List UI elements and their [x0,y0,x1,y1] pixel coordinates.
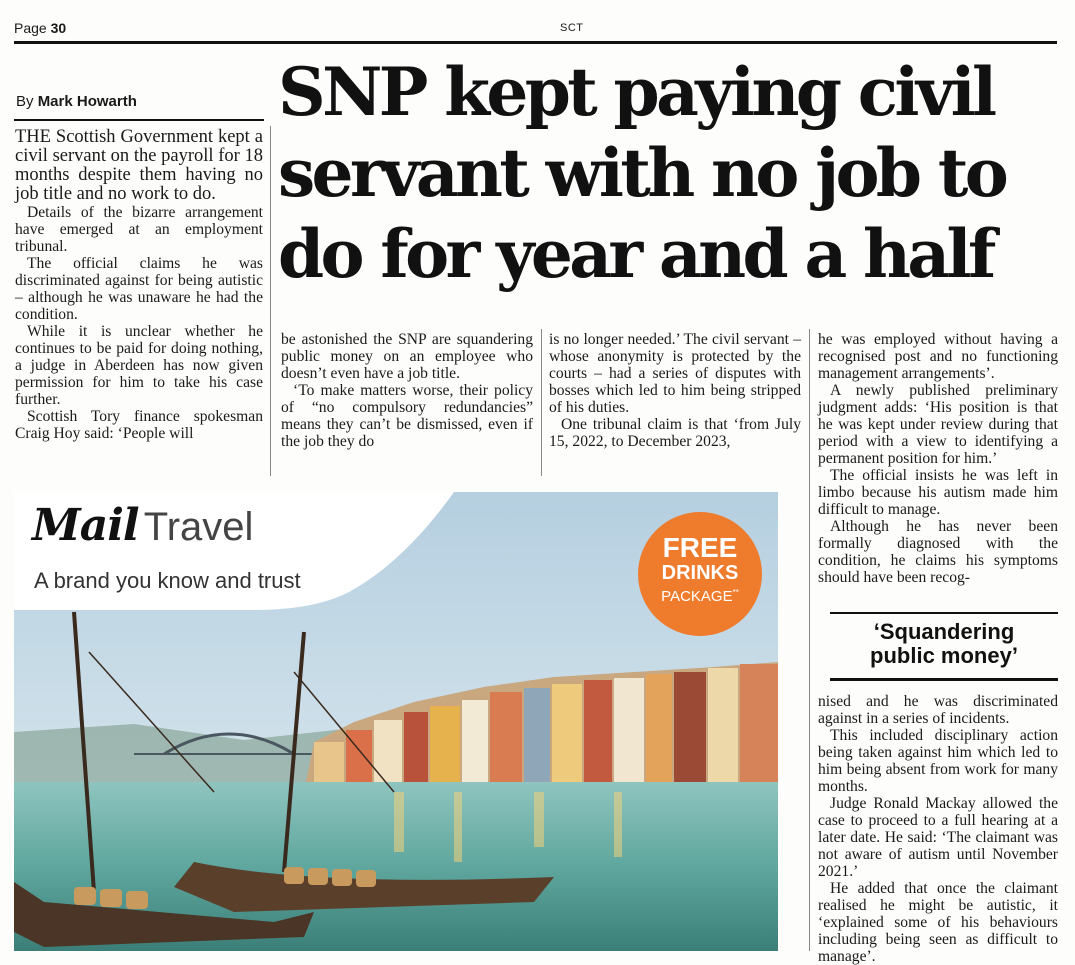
page-number-value: 30 [50,20,67,36]
article-paragraph: The official claims he was discriminated against for being autistic – although he was unaware he had the condition. [15,255,263,323]
pull-quote-line: ‘Squandering [873,619,1015,644]
article-paragraph: Scottish Tory finance spokesman Craig Hoy said: ‘People will [15,408,263,442]
page-number [14,20,66,36]
article-paragraph: be astonished the SNP are squandering public money on an employee who doesn’t even have a job title. [281,331,533,382]
article-paragraph: Details of the bizarre arrangement have emerged at an employment tribunal. [15,204,263,255]
badge-package-word: PACKAGE [661,588,733,605]
headline [278,52,1068,295]
article-paragraph: The official insists he was left in limbo because his autism made him difficult to manage. [818,467,1058,518]
byline-rule [14,119,264,121]
badge-mark: ** [732,588,739,597]
travel-advert[interactable] [14,492,778,951]
article-column-1 [15,128,263,442]
pull-quote [830,614,1058,680]
column-rule [541,329,542,476]
badge-line-drinks: DRINKS [661,562,739,584]
folio-rule [14,41,1057,44]
brand-main: Mail [32,500,139,551]
article-lead: THE Scottish Government kept a civil servant on the payroll for 18 months despite them having no job title and no work to do. [15,127,263,204]
article-paragraph: He added that once the claimant realised he might be autistic, it ‘explained some of his behaviours including being seen as difficult to manage’. [818,880,1058,965]
headline-line: do for year and a half [278,215,993,293]
article-paragraph: he was employed without having a recognised post and no functioning management arrangements’. [818,331,1058,382]
byline [16,93,137,110]
badge-line-package [638,584,762,606]
article-paragraph: ‘To make matters worse, their policy of “no compulsory redundancies” means they can’t be dismissed, even if the job they do [281,382,533,450]
column-rule [270,126,271,476]
pull-quote-bottom-rule [830,678,1058,681]
article-paragraph: nised and he was discriminated against in a series of incidents. [818,693,1058,727]
edition-label: SCT [560,22,584,34]
article-paragraph: Although he has never been formally diagnosed with the condition, he claims his symptoms should have been recog- [818,518,1058,586]
mail-travel-logo [32,500,253,551]
byline-author: Mark Howarth [37,93,137,110]
advert-tagline: A brand you know and trust [34,568,301,593]
article-paragraph: This included disciplinary action being taken against him which led to him being absent from work for many months. [818,727,1058,795]
article-column-2 [281,331,533,450]
page-label: Page [14,20,47,36]
pull-quote-line: public money’ [870,643,1018,668]
badge-line-free: FREE [662,532,738,563]
article-paragraph: While it is unclear whether he continues to be paid for doing nothing, a judge in Aberdeen has now given permission for him to take his case further. [15,323,263,408]
headline-line: servant with no job to [278,134,1006,212]
badge-text [638,534,762,606]
column-rule [809,329,810,951]
article-column-4-continued [818,693,1058,965]
article-column-4 [818,331,1058,586]
article-paragraph: A newly published preliminary judgment adds: ‘His position is that he was kept under review during that period with a view to identifying a permanent position for him.’ [818,382,1058,467]
headline-line: SNP kept paying civil [278,53,994,131]
article-paragraph: Judge Ronald Mackay allowed the case to proceed to a full hearing at a later date. He said: ‘The claimant was not aware of autism until November 2021.’ [818,795,1058,880]
brand-sub: Travel [143,505,254,549]
article-paragraph: One tribunal claim is that ‘from July 15, 2022, to December 2023, [549,416,801,450]
article-paragraph: is no longer needed.’ The civil servant – whose anonymity is protected by the courts – had a series of disputes with bosses which led to him being stripped of his duties. [549,331,801,416]
byline-prefix: By [16,93,34,110]
page-folio [0,0,1075,44]
article-column-3 [549,331,801,450]
